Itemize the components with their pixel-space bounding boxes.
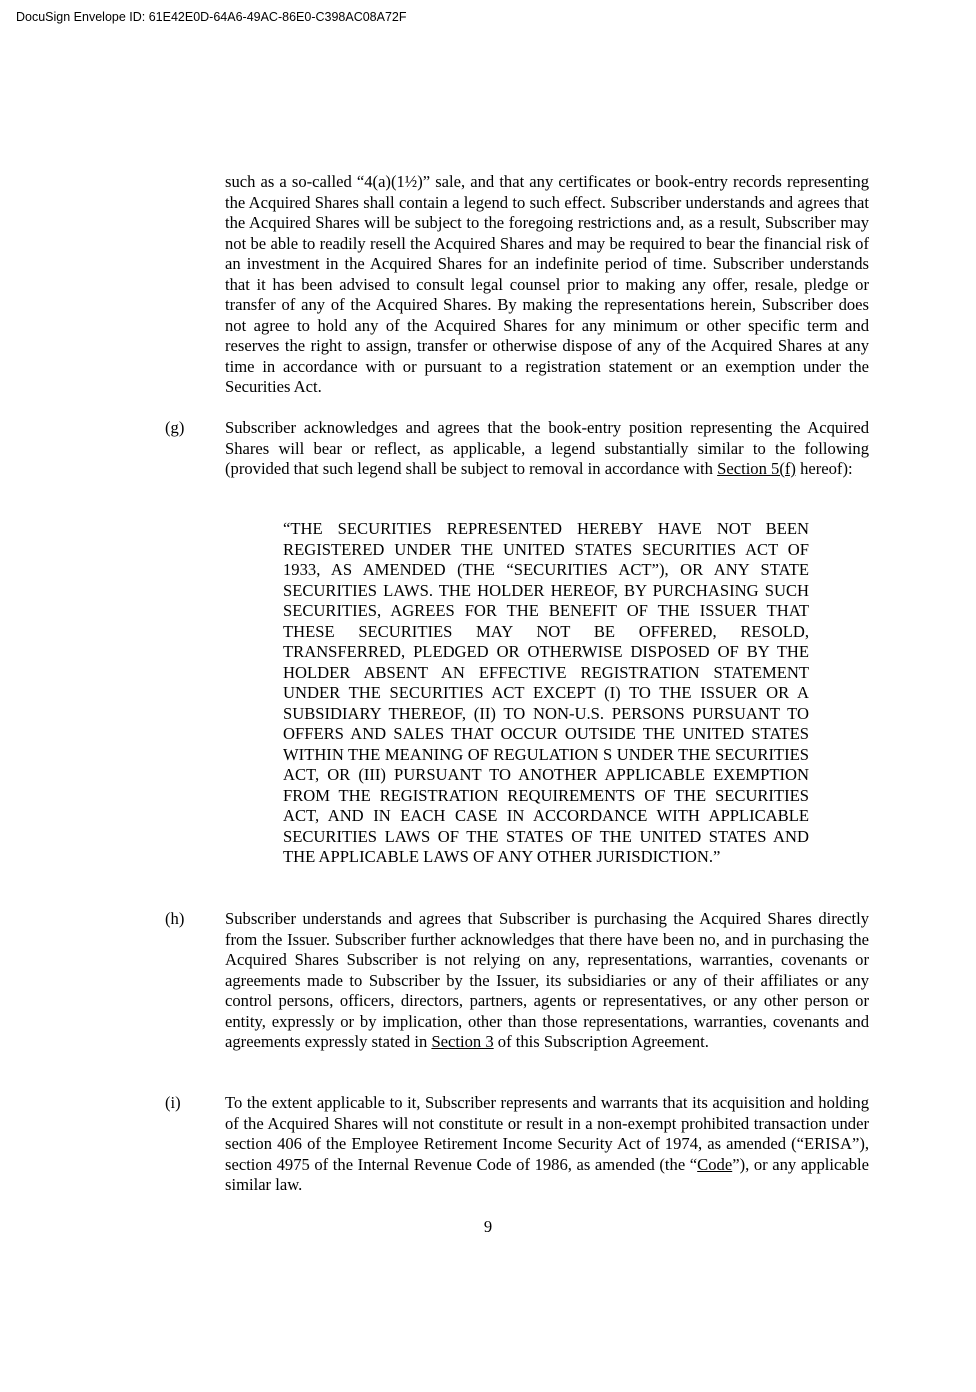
item-h xyxy=(165,909,869,1053)
item-i-label: (i) xyxy=(165,1093,181,1112)
item-h-label: (h) xyxy=(165,909,185,928)
item-h-text xyxy=(225,909,869,1053)
item-i-text-after: ”), or any applicable similar law. xyxy=(225,1154,869,1194)
item-g xyxy=(165,418,869,480)
section-5f-reference: Section 5(f) xyxy=(717,459,796,478)
item-i xyxy=(165,1093,869,1196)
item-g-text xyxy=(225,418,869,480)
item-h-text-before: Subscriber understands and agrees that Subscriber is purchasing the Acquired Shares directly from the Issuer. Subscriber further acknowledges that there have been no, and in purchasing the Acquired Shares Subscriber is not relying on any, representations, warranties, covenants or agreements made to Subscriber by the Issuer, its subsidiaries or any of their affiliates or any control persons, officers, directors, partners, agents or representatives, or any other person or entity, expressly or by implication, other than those representations, warranties, covenants and agreements expressly stated in xyxy=(225,909,869,1051)
securities-legend-quote: “THE SECURITIES REPRESENTED HEREBY HAVE NOT BEEN REGISTERED UNDER THE UNITED STATES SECURITIES ACT OF 1933, AS AMENDED (THE “SECURITIES ACT”), OR ANY STATE SECURITIES LAWS. THE HOLDER HEREOF, BY PURCHASING SUCH SECURITIES, AGREES FOR THE BENEFIT OF THE ISSUER THAT THESE SECURITIES MAY NOT BE OFFERED, RESOLD, TRANSFERRED, PLEDGED OR OTHERWISE DISPOSED OF BY THE HOLDER ABSENT AN EFFECTIVE REGISTRATION STATEMENT UNDER THE SECURITIES ACT EXCEPT (I) TO THE ISSUER OR A SUBSIDIARY THEREOF, (II) TO NON-U.S. PERSONS PURSUANT TO OFFERS AND SALES THAT OCCUR OUTSIDE THE UNITED STATES WITHIN THE MEANING OF REGULATION S UNDER THE SECURITIES ACT, OR (III) PURSUANT TO ANOTHER APPLICABLE EXEMPTION FROM THE REGISTRATION REQUIREMENTS OF THE SECURITIES ACT, AND IN EACH CASE IN ACCORDANCE WITH APPLICABLE SECURITIES LAWS OF THE STATES OF THE UNITED STATES AND THE APPLICABLE LAWS OF ANY OTHER JURISDICTION.” xyxy=(283,519,809,866)
item-i-text-before: To the extent applicable to it, Subscriber represents and warrants that its acquisition and holding of the Acquired Shares will not constitute or result in a non-exempt prohibited transaction under section 406 of the Employee Retirement Income Security Act of 1974, as amended (“ERISA”), section 4975 of the Internal Revenue Code of 1986, as amended (the “ xyxy=(225,1093,869,1174)
item-g-text-after: hereof): xyxy=(795,459,853,478)
code-definition: Code xyxy=(697,1154,733,1174)
item-i-text xyxy=(225,1093,869,1196)
section-3-reference: Section 3 xyxy=(431,1032,494,1051)
item-h-text-after: of this Subscription Agreement. xyxy=(493,1032,709,1051)
docusign-envelope-id: DocuSign Envelope ID: 61E42E0D-64A6-49AC-86E0-C398AC08A72F xyxy=(16,10,407,24)
page-number: 9 xyxy=(483,1217,493,1236)
continuation-paragraph: such as a so-called “4(a)(1½)” sale, and that any certificates or book-entry records representing the Acquired Shares shall contain a legend to such effect. Subscriber understands and agrees that the Acquired Shares will be subject to the foregoing restrictions and, as a result, Subscriber may not be able to readily resell the Acquired Shares and may be required to bear the financial risk of an investment in the Acquired Shares for an indefinite period of time. Subscriber understands that it has been advised to consult legal counsel prior to making any offer, resale, pledge or transfer of any of the Acquired Shares. By making the representations herein, Subscriber does not agree to hold any of the Acquired Shares for any minimum or other specific term and reserves the right to assign, transfer or otherwise dispose of any of the Acquired Shares at any time in accordance with or pursuant to a registration statement or an exemption under the Securities Act. xyxy=(225,172,869,396)
item-g-text-before: Subscriber acknowledges and agrees that the book-entry position representing the Acquired Shares will bear or reflect, as applicable, a legend substantially similar to the following (provided that such legend shall be subject to removal in accordance with xyxy=(225,418,869,478)
item-g-label: (g) xyxy=(165,418,185,437)
